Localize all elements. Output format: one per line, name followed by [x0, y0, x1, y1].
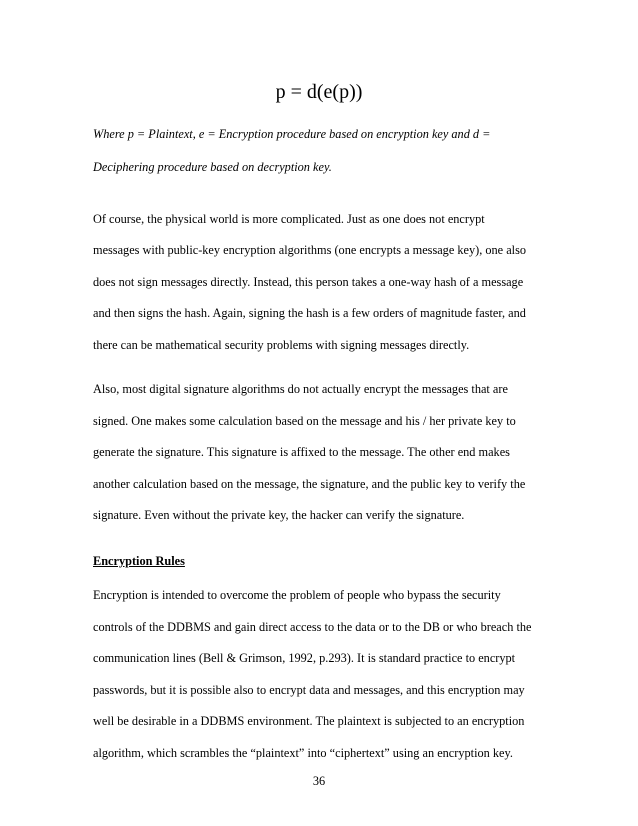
- paragraph-line: Also, most digital signature algorithms do not actually encrypt the messages that are: [93, 382, 508, 396]
- paragraph-line: and then signs the hash. Again, signing the hash is a few orders of magnitude faster, and: [93, 306, 526, 320]
- paragraph-line: passwords, but it is possible also to encrypt data and messages, and this encryption may: [93, 683, 525, 697]
- paragraph-line: Of course, the physical world is more complicated. Just as one does not encrypt: [93, 212, 485, 226]
- paragraph-line: well be desirable in a DDBMS environment. The plaintext is subjected to an encryption: [93, 714, 525, 728]
- paragraph-line: generate the signature. This signature is affixed to the message. The other end makes: [93, 445, 510, 459]
- paragraph-line: algorithm, which scrambles the “plaintext” into “ciphertext” using an encryption key.: [93, 746, 513, 760]
- paragraph-line: signed. One makes some calculation based on the message and his / her private key to: [93, 414, 516, 428]
- definition-line: Deciphering procedure based on decryption key.: [93, 160, 332, 174]
- paragraph-line: signature. Even without the private key, the hacker can verify the signature.: [93, 508, 465, 522]
- paragraph-line: controls of the DDBMS and gain direct access to the data or to the DB or who breach the: [93, 620, 532, 634]
- paragraph-line: communication lines (Bell & Grimson, 1992, p.293). It is standard practice to encrypt: [93, 651, 516, 665]
- paragraph-line: another calculation based on the message, the signature, and the public key to verify the: [93, 477, 526, 491]
- paragraph-line: there can be mathematical security problems with signing messages directly.: [93, 338, 470, 352]
- paragraph-line: Encryption is intended to overcome the problem of people who bypass the security: [93, 588, 501, 602]
- paragraph-line: does not sign messages directly. Instead, this person takes a one-way hash of a message: [93, 275, 524, 289]
- section-heading: Encryption Rules: [93, 554, 185, 568]
- paragraph-line: messages with public-key encryption algorithms (one encrypts a message key), one also: [93, 243, 527, 257]
- page-number: 36: [312, 774, 326, 788]
- definition-line: Where p = Plaintext, e = Encryption procedure based on encryption key and d =: [93, 127, 491, 141]
- formula: p = d(e(p)): [275, 81, 363, 103]
